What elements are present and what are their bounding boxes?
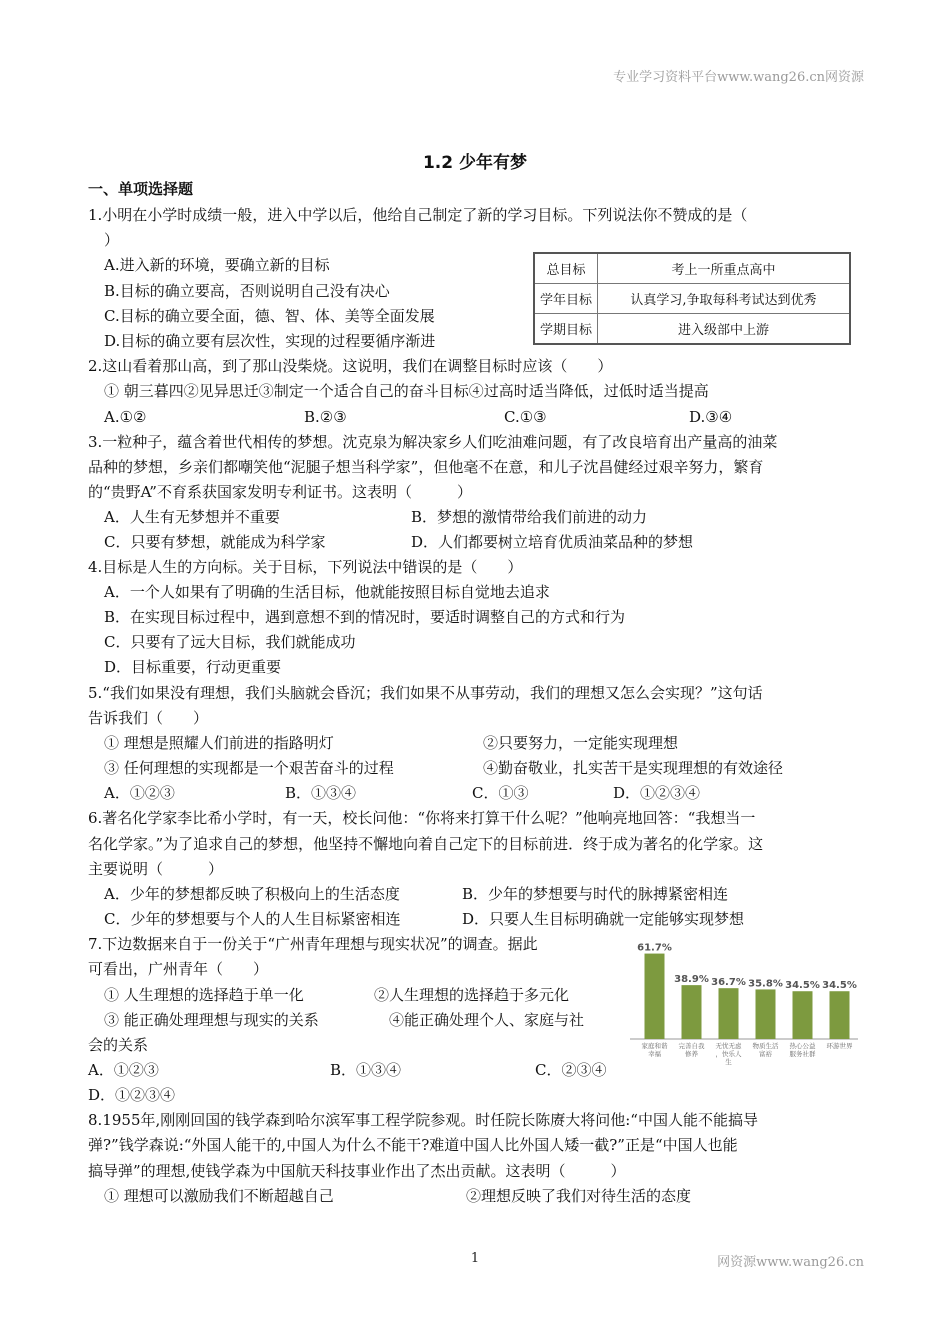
question-6-line-2: 名化学家。”为了追求自己的梦想，他坚持不懈地向着自己定下的目标前进．终于成为著名的化学家。这 (88, 835, 764, 853)
survey-bar-chart (628, 935, 860, 1073)
chart-category-label: ，快乐人 (715, 1050, 742, 1058)
question-5-option-b: B．①③④ (285, 784, 357, 802)
page-title: 1.2 少年有梦 (422, 153, 528, 173)
question-5-item-1: ① 理想是照耀人们前进的指路明灯 (104, 734, 334, 752)
chart-category-label: 家庭和谐 (641, 1042, 668, 1050)
page-number: 1 (470, 1251, 480, 1266)
question-4-option-d: D．目标重要，行动更重要 (104, 658, 282, 676)
chart-bar (645, 954, 665, 1039)
question-6-line-3: 主要说明（ ） (88, 860, 224, 878)
goals-table (533, 252, 851, 345)
question-1-option-c: C.目标的确立要全面，德、智、体、美等全面发展 (104, 307, 435, 325)
question-5-item-3: ③ 任何理想的实现都是一个艰苦奋斗的过程 (104, 759, 394, 777)
question-4-option-b: B．在实现目标过程中，遇到意想不到的情况时，要适时调整自己的方式和行为 (104, 608, 626, 626)
chart-value-label: 34.5% (785, 980, 820, 992)
question-3-option-c: C．只要有梦想，就能成为科学家 (104, 533, 326, 551)
question-7-line-1: 7.下边数据来自于一份关于“广州青年理想与现实状况”的调查。据此 (88, 935, 538, 953)
question-6-option-d: D．只要人生目标明确就一定能够实现梦想 (462, 910, 745, 928)
chart-bar (756, 989, 776, 1039)
question-1-stem: 1.小明在小学时成绩一般，进入中学以后，他给自己制定了新的学习目标。下列说法你不赞成的是（ (88, 206, 748, 224)
question-6-option-a: A．少年的梦想都反映了积极向上的生活态度 (104, 885, 400, 903)
question-4-stem: 4.目标是人生的方向标。关于目标，下列说法中错误的是（ ） (88, 558, 523, 576)
question-4-option-c: C．只要有了远大目标，我们就能成功 (104, 633, 356, 651)
question-7-item-1: ① 人生理想的选择趋于单一化 (104, 986, 304, 1004)
question-7-option-a: A．①②③ (88, 1061, 159, 1079)
question-3-line-3: 的“贵野A”不育系获国家发明专利证书。这表明（ ） (88, 483, 472, 501)
question-4-option-a: A．一个人如果有了明确的生活目标，他就能按照目标自觉地去追求 (104, 583, 550, 601)
question-6-option-c: C．少年的梦想要与个人的人生目标紧密相连 (104, 910, 401, 928)
question-6-line-1: 6.著名化学家李比希小学时，有一天，校长问他：“你将来打算干什么呢？”他响亮地回答：“我想当一 (88, 809, 756, 827)
question-2-option-d: D.③④ (689, 408, 733, 426)
question-2-option-a: A.①② (104, 408, 147, 426)
chart-bar (682, 985, 702, 1039)
question-3-option-b: B．梦想的激情带给我们前进的动力 (411, 508, 648, 526)
question-2-option-b: B.②③ (304, 408, 347, 426)
chart-bar (793, 991, 813, 1039)
chart-category-label: 无忧无虑 (715, 1042, 742, 1050)
question-7-option-c: C．②③④ (535, 1061, 607, 1079)
header-watermark: 专业学习资料平台www.wang26.cn网资源 (613, 70, 864, 85)
chart-category-label: 幸福 (648, 1050, 661, 1058)
goals-row (534, 284, 850, 314)
goals-row (534, 253, 850, 284)
question-5-item-2: ②只要努力，一定能实现理想 (483, 734, 679, 752)
goal-value: 进入级部中上游 (598, 314, 851, 345)
question-5-option-a: A．①②③ (104, 784, 175, 802)
question-1-option-b: B.目标的确立要高，否则说明自己没有决心 (104, 282, 390, 300)
question-5-line-1: 5.“我们如果没有理想，我们头脑就会昏沉；我们如果不从事劳动，我们的理想又怎么会实现？”这句话 (88, 684, 763, 702)
goal-label: 学期目标 (534, 314, 598, 345)
goal-label: 学年目标 (534, 284, 598, 314)
question-7-item-4-cont: 会的关系 (88, 1036, 149, 1054)
question-3-option-d: D．人们都要树立培育优质油菜品种的梦想 (411, 533, 694, 551)
question-3-line-1: 3.一粒种子，蕴含着世代相传的梦想。沈克泉为解决家乡人们吃油难问题，有了改良培育出产量高的油菜 (88, 433, 778, 451)
question-6-option-b: B．少年的梦想要与时代的脉搏紧密相连 (462, 885, 729, 903)
question-7-line-2: 可看出，广州青年（ ） (88, 960, 269, 978)
question-5-line-2: 告诉我们（ ） (88, 709, 209, 727)
chart-category-label: 完善自我 (678, 1042, 705, 1050)
question-7-option-d: D．①②③④ (88, 1086, 176, 1104)
question-1-option-d: D.目标的确立要有层次性，实现的过程要循序渐进 (104, 332, 436, 350)
chart-value-label: 34.5% (822, 980, 857, 992)
chart-bar (830, 991, 850, 1039)
chart-category-label: 修养 (685, 1050, 698, 1058)
section-heading: 一、单项选择题 (88, 180, 194, 198)
chart-value-label: 61.7% (637, 942, 672, 954)
goals-row (534, 314, 850, 345)
question-1-stem-end: ） (104, 231, 120, 249)
chart-category-label: 服务社群 (789, 1050, 816, 1058)
question-2-items: ① 朝三暮四②见异思迁③制定一个适合自己的奋斗目标④过高时适当降低，过低时适当提高 (104, 382, 709, 400)
footer-watermark: 网资源www.wang26.cn (717, 1255, 864, 1270)
chart-category-label: 热心公益 (789, 1042, 816, 1050)
question-3-option-a: A．人生有无梦想并不重要 (104, 508, 280, 526)
question-5-item-4: ④勤奋敬业，扎实苦干是实现理想的有效途径 (483, 759, 784, 777)
chart-category-label: 物质生活 (752, 1042, 779, 1050)
chart-category-label: 富裕 (759, 1050, 772, 1058)
goal-value: 考上一所重点高中 (598, 253, 851, 284)
question-3-line-2: 品种的梦想，乡亲们都嘲笑他“泥腿子想当科学家”，但他毫不在意，和儿子沈昌健经过艰辛努力，繁育 (88, 458, 764, 476)
chart-category-label: 生 (725, 1058, 732, 1066)
chart-category-label: 环游世界 (826, 1042, 853, 1050)
question-8-item-2: ②理想反映了我们对待生活的态度 (466, 1187, 692, 1205)
chart-value-label: 35.8% (748, 978, 783, 990)
chart-value-label: 36.7% (711, 977, 746, 989)
question-8-line-1: 8.1955年,刚刚回国的钱学森到哈尔滨军事工程学院参观。时任院长陈赓大将问他:“中国人能不能搞导 (88, 1111, 758, 1129)
goal-value: 认真学习,争取每科考试达到优秀 (598, 284, 851, 314)
question-5-option-d: D．①②③④ (613, 784, 701, 802)
question-8-item-1: ① 理想可以激励我们不断超越自己 (104, 1187, 334, 1205)
question-5-option-c: C．①③ (472, 784, 529, 802)
question-2-stem: 2.这山看着那山高，到了那山没柴烧。这说明，我们在调整目标时应该（ ） (88, 357, 613, 375)
question-7-option-b: B．①③④ (330, 1061, 402, 1079)
question-8-line-2: 弹?”钱学森说:“外国人能干的,中国人为什么不能干?难道中国人比外国人矮一截?”正是“中国人也能 (88, 1136, 738, 1154)
question-1-option-a: A.进入新的环境，要确立新的目标 (104, 256, 330, 274)
question-7-item-4: ④能正确处理个人、家庭与社 (389, 1011, 585, 1029)
chart-bar (719, 988, 739, 1039)
question-2-option-c: C.①③ (504, 408, 547, 426)
question-7-item-3: ③ 能正确处理理想与现实的关系 (104, 1011, 319, 1029)
chart-value-label: 38.9% (674, 974, 709, 986)
question-7-item-2: ②人生理想的选择趋于多元化 (374, 986, 570, 1004)
question-8-line-3: 搞导弹”的理想,使钱学森为中国航天科技事业作出了杰出贡献。这表明（ ） (88, 1162, 626, 1180)
goal-label: 总目标 (534, 253, 598, 284)
